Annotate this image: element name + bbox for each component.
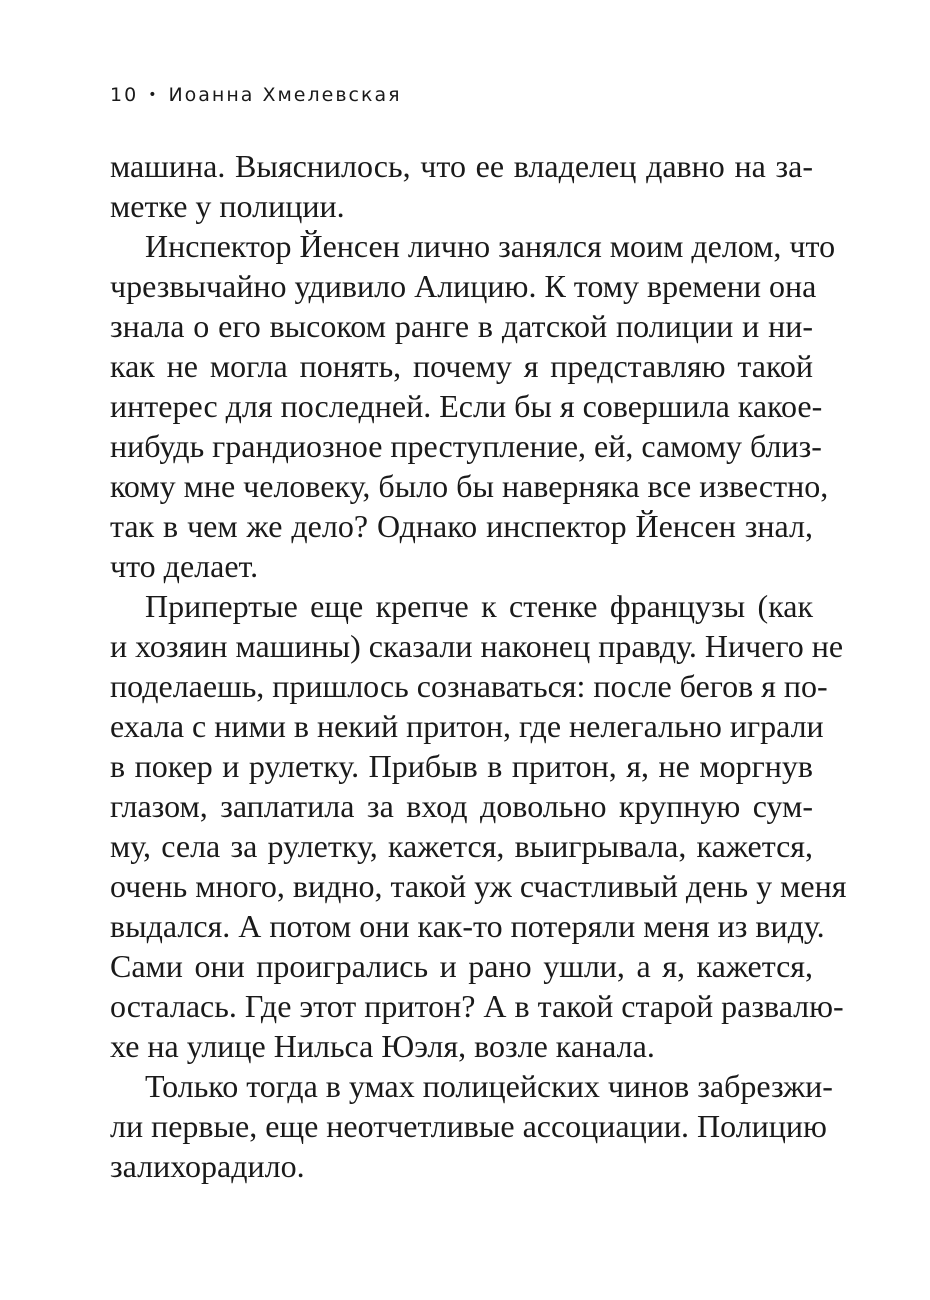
text-line: чрезвычайно удивило Алицию. К тому времени она bbox=[110, 268, 817, 304]
paragraph-first-line: Припертые еще крепче к стенке французы (как bbox=[145, 588, 813, 624]
text-line: хе на улице Нильса Юэля, возле канала. bbox=[110, 1028, 655, 1064]
text-line: выдался. А потом они как-то потеряли меня из виду. bbox=[110, 908, 825, 944]
text-line: ли первые, еще неотчетливые ассоциации. Полицию bbox=[110, 1108, 827, 1144]
text-line: му, села за рулетку, кажется, выигрывала, кажется, bbox=[110, 828, 813, 864]
text-line: кому мне человеку, было бы наверняка все известно, bbox=[110, 468, 829, 504]
text-line: интерес для последней. Если бы я совершила какое- bbox=[110, 388, 823, 424]
text-line: машина. Выяснилось, что ее владелец давно на за- bbox=[110, 148, 813, 184]
separator-bullet: • bbox=[148, 87, 159, 103]
paragraph-first-line: Только тогда в умах полицейских чинов забрезжи- bbox=[145, 1068, 833, 1104]
text-line: Сами они проигрались и рано ушли, а я, кажется, bbox=[110, 948, 813, 984]
text-line: глазом, заплатила за вход довольно крупную сум- bbox=[110, 788, 813, 824]
paragraph-first-line: Инспектор Йенсен лично занялся моим делом, что bbox=[145, 228, 836, 264]
page-number: 10 bbox=[110, 84, 139, 106]
text-line: метке у полиции. bbox=[110, 188, 345, 224]
text-line: залихорадило. bbox=[110, 1148, 305, 1184]
text-line: ехала с ними в некий притон, где нелегально играли bbox=[110, 708, 824, 744]
author-name: Иоанна Хмелевская bbox=[168, 84, 402, 106]
text-line: так в чем же дело? Однако инспектор Йенсен знал, bbox=[110, 508, 813, 544]
text-line: как не могла понять, почему я представляю такой bbox=[110, 348, 813, 384]
text-line: очень много, видно, такой уж счастливый день у меня bbox=[110, 868, 847, 904]
text-line: в покер и рулетку. Прибыв в притон, я, не моргнув bbox=[110, 748, 813, 784]
text-line: и хозяин машины) сказали наконец правду. Ничего не bbox=[110, 628, 844, 664]
text-line: осталась. Где этот притон? А в такой старой развалю- bbox=[110, 988, 844, 1024]
text-line: поделаешь, пришлось сознаваться: после бегов я по- bbox=[110, 668, 828, 704]
text-line: знала о его высоком ранге в датской полиции и ни- bbox=[110, 308, 813, 344]
text-line: что делает. bbox=[110, 548, 259, 584]
text-line: нибудь грандиозное преступление, ей, самому близ- bbox=[110, 428, 822, 464]
body-text bbox=[110, 146, 847, 1186]
running-head bbox=[110, 84, 402, 106]
